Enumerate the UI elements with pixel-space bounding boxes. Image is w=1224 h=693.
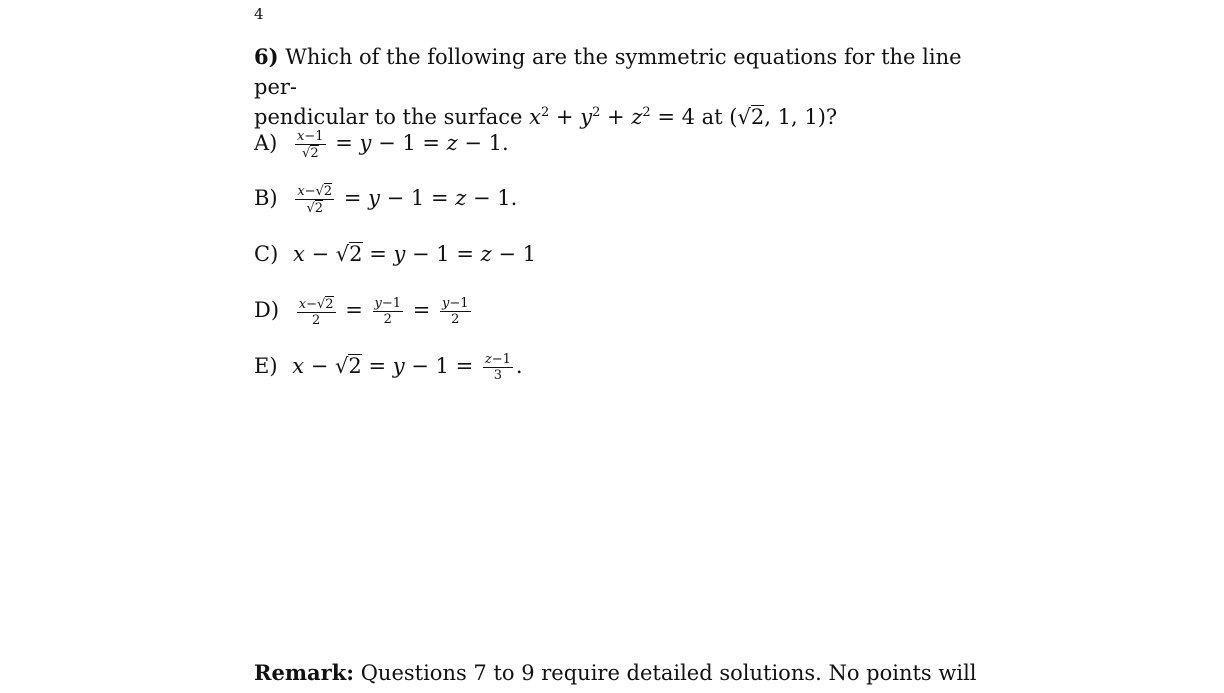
option-a-equation: $\frac{x-1}{√2}$ = y − 1 = z − 1. [297,128,509,161]
question-6 [254,42,974,132]
fraction: $\frac{y-1}{2}$ [441,296,469,327]
fraction: $\frac{x-1}{√2}$ [297,128,324,161]
remark-text: Questions 7 to 9 require detailed solutions. No points will [360,661,977,685]
point-coordinates: (√2, 1, 1)? [729,105,838,129]
option-d-equation: $\frac{x-√2}{2}$ = $\frac{y-1}{2}$ = $\frac{y-1}{2}$ [298,296,469,328]
option-b-label: B) [254,186,278,210]
page-number: 4 [254,5,264,23]
option-c-equation: x − √2 = y − 1 = z − 1 [292,242,536,266]
option-c-label: C) [254,242,279,266]
fraction: $\frac{x-√2}{2}$ [298,296,334,328]
option-b-equation: $\frac{x-√2}{√2}$ = y − 1 = z − 1. [297,184,518,216]
option-c[interactable] [254,239,536,269]
fraction: $\frac{y-1}{2}$ [374,296,402,327]
fraction: $\frac{x-√2}{√2}$ [297,184,333,216]
question-line-2: pendicular to the surface $x^2 + y^2 + z^2 = 4$ at (√2, 1, 1)? [254,105,838,129]
option-d-label: D) [254,298,280,322]
question-text-line-1: Which of the following are the symmetric equations for the line per- [254,45,962,99]
exam-page [254,0,977,693]
question-text-line-2: pendicular to the surface [254,105,523,129]
option-a[interactable] [254,128,509,161]
option-b[interactable] [254,183,517,216]
option-d[interactable] [254,295,474,328]
option-e-label: E) [254,354,278,378]
question-number: 6) [254,44,279,69]
surface-equation: $x^2 + y^2 + z^2 = 4$ [529,105,702,129]
option-e[interactable] [254,351,523,383]
fraction: $\frac{z-1}{3}$ [484,352,511,383]
option-a-label: A) [254,131,278,155]
option-e-equation: x − √2 = y − 1 = $\frac{z-1}{3}$ . [292,352,523,383]
remark [254,658,977,688]
question-line-1 [254,42,974,102]
remark-label: Remark: [254,660,355,685]
